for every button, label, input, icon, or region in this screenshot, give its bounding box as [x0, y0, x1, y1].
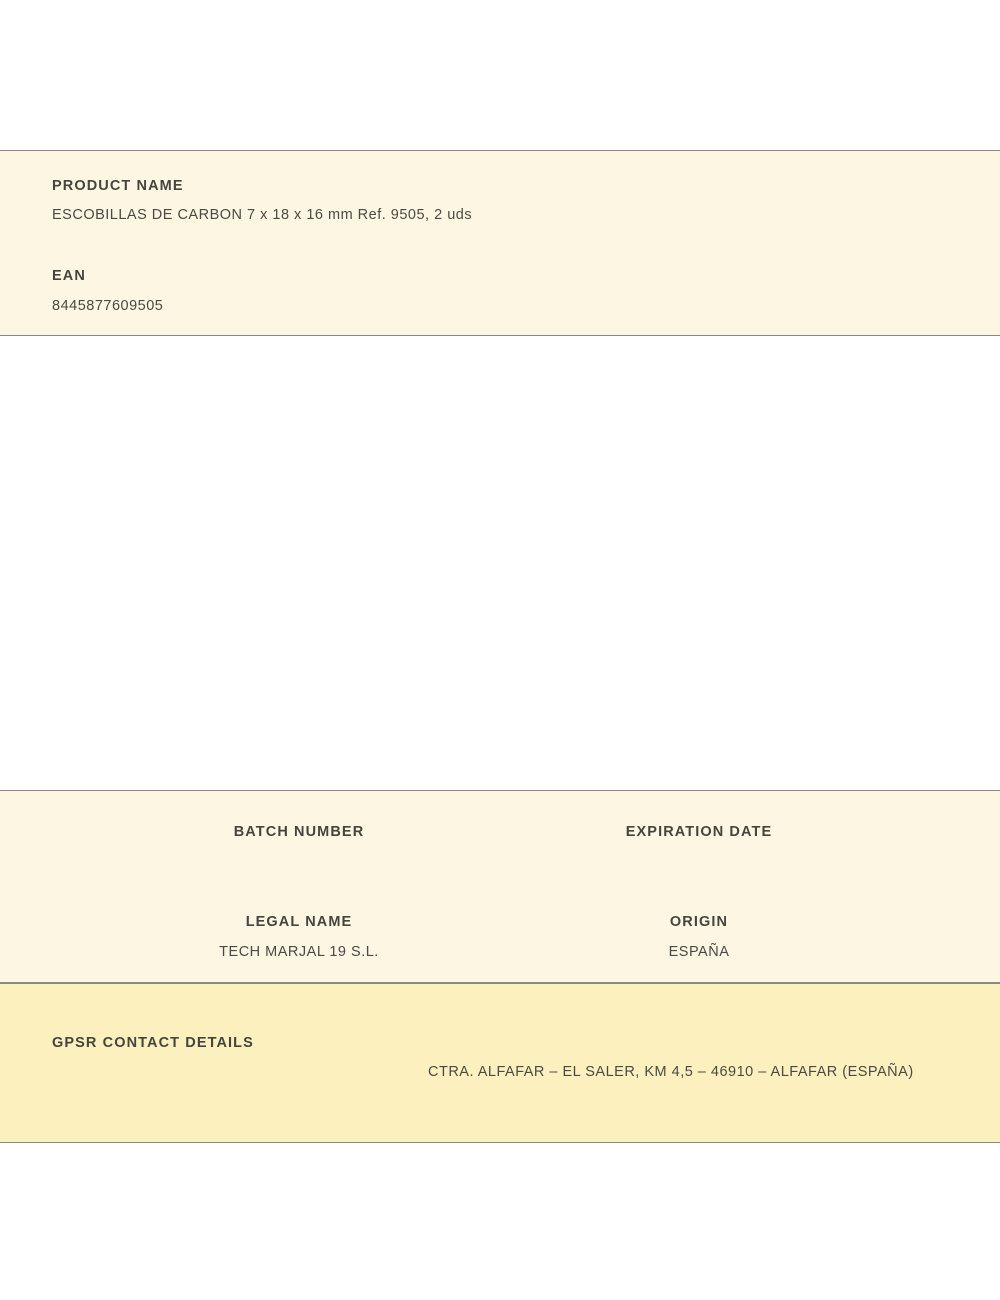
ean-value: 8445877609505 — [52, 298, 164, 314]
expiration-date-label: EXPIRATION DATE — [625, 824, 773, 840]
gpsr-contact-block — [0, 983, 1000, 1143]
batch-number-label: BATCH NUMBER — [233, 824, 365, 840]
legal-name-label: LEGAL NAME — [245, 914, 353, 930]
batch-legal-block — [0, 790, 1000, 983]
gpsr-contact-address: CTRA. ALFAFAR – EL SALER, KM 4,5 – 46910 – ALFAFAR (ESPAÑA) — [428, 1064, 914, 1080]
legal-name-value: TECH MARJAL 19 S.L. — [219, 944, 379, 960]
blank-bottom-area — [0, 1143, 1000, 1300]
blank-middle-area — [0, 336, 1000, 790]
product-info-block — [0, 150, 1000, 336]
origin-value: ESPAÑA — [668, 944, 730, 960]
ean-label: EAN — [52, 268, 86, 284]
gpsr-contact-label: GPSR CONTACT DETAILS — [52, 1035, 254, 1051]
origin-label: ORIGIN — [669, 914, 729, 930]
product-name-label: PRODUCT NAME — [52, 178, 184, 194]
product-name-value: ESCOBILLAS DE CARBON 7 x 18 x 16 mm Ref. 9505, 2 uds — [52, 207, 473, 223]
